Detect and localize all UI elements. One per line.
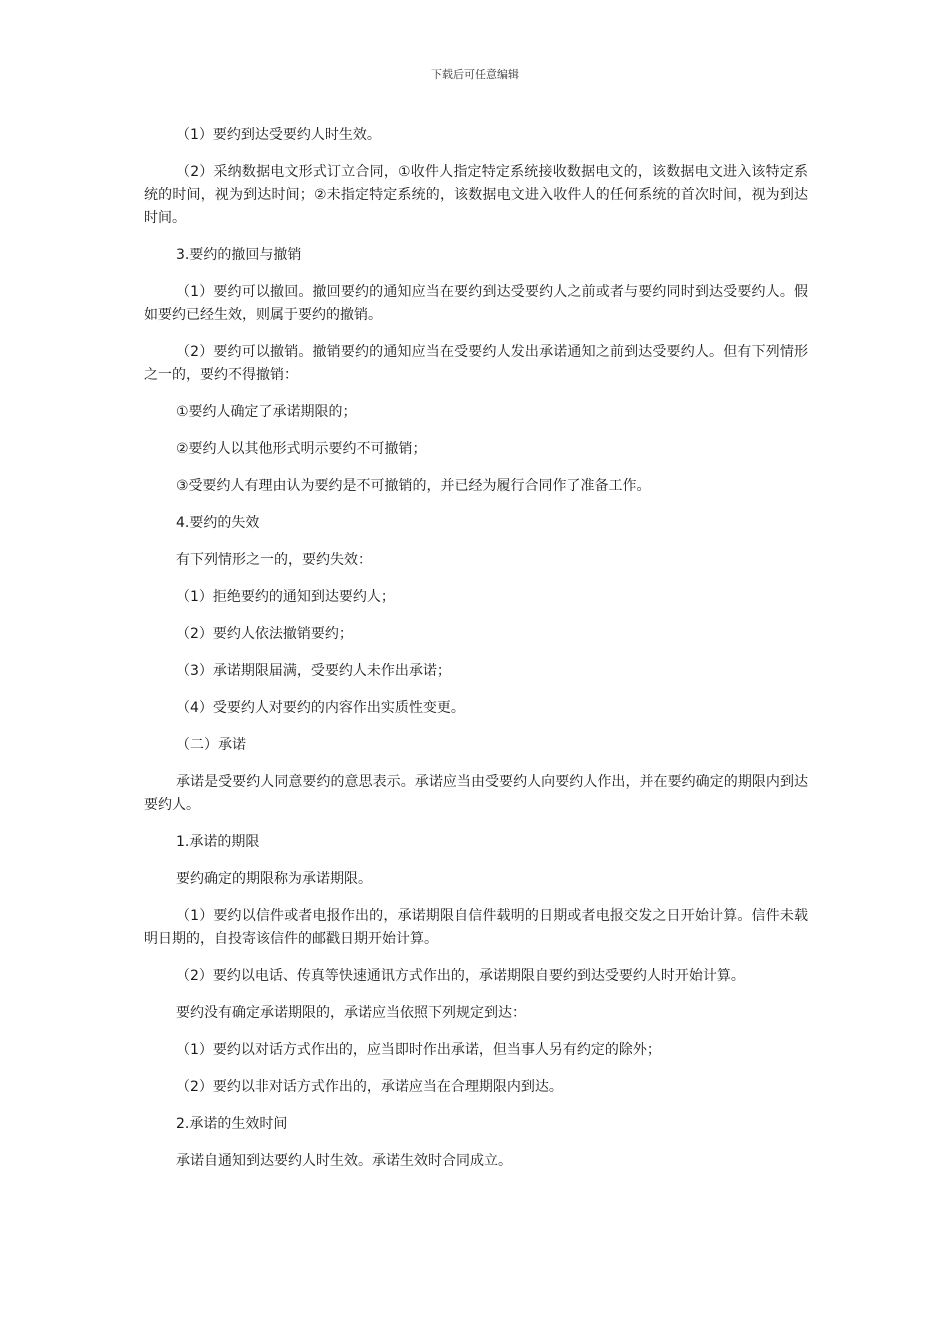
list-item: ①要约人确定了承诺期限的； bbox=[176, 404, 357, 420]
list-item: （1）拒绝要约的通知到达要约人； bbox=[176, 589, 395, 605]
paragraph: 承诺是受要约人同意要约的意思表示。承诺应当由受要约人向要约人作出，并在要约确定的期限内到达要约人。 bbox=[144, 774, 808, 813]
section-heading: 3.要约的撤回与撤销 bbox=[176, 247, 302, 263]
list-item: （4）受要约人对要约的内容作出实质性变更。 bbox=[176, 700, 465, 716]
paragraph: 要约没有确定承诺期限的，承诺应当依照下列规定到达： bbox=[176, 1005, 526, 1021]
paragraph: 承诺自通知到达要约人时生效。承诺生效时合同成立。 bbox=[176, 1153, 512, 1169]
paragraph: 要约确定的期限称为承诺期限。 bbox=[176, 871, 372, 887]
list-item: ③受要约人有理由认为要约是不可撤销的，并已经为履行合同作了准备工作。 bbox=[176, 478, 651, 494]
paragraph: （1）要约以信件或者电报作出的，承诺期限自信件载明的日期或者电报交发之日开始计算。信件未载明日期的，自投寄该信件的邮戳日期开始计算。 bbox=[144, 908, 808, 947]
paragraph: （1）要约到达受要约人时生效。 bbox=[176, 127, 381, 143]
document-body bbox=[144, 124, 808, 1187]
list-item: （2）要约以非对话方式作出的，承诺应当在合理期限内到达。 bbox=[176, 1079, 563, 1095]
paragraph: （2）采纳数据电文形式订立合同，①收件人指定特定系统接收数据电文的，该数据电文进入该特定系统的时间，视为到达时间；②未指定特定系统的，该数据电文进入收件人的任何系统的首次时间，视为到达时间。 bbox=[144, 164, 808, 226]
list-item: （2）要约人依法撤销要约； bbox=[176, 626, 353, 642]
page-header: 下载后可任意编辑 bbox=[431, 68, 519, 81]
list-item: （1）要约以对话方式作出的，应当即时作出承诺，但当事人另有约定的除外； bbox=[176, 1042, 661, 1058]
paragraph: （2）要约可以撤销。撤销要约的通知应当在受要约人发出承诺通知之前到达受要约人。但有下列情形之一的，要约不得撤销： bbox=[144, 344, 808, 383]
section-heading: 1.承诺的期限 bbox=[176, 834, 260, 850]
paragraph: （2）要约以电话、传真等快速通讯方式作出的，承诺期限自要约到达受要约人时开始计算。 bbox=[176, 968, 745, 984]
list-item: （3）承诺期限届满，受要约人未作出承诺； bbox=[176, 663, 451, 679]
section-heading: 2.承诺的生效时间 bbox=[176, 1116, 288, 1132]
section-heading: 4.要约的失效 bbox=[176, 515, 260, 531]
list-item: ②要约人以其他形式明示要约不可撤销； bbox=[176, 441, 427, 457]
section-heading: （二）承诺 bbox=[176, 737, 246, 753]
paragraph: 有下列情形之一的，要约失效： bbox=[176, 552, 372, 568]
paragraph: （1）要约可以撤回。撤回要约的通知应当在要约到达受要约人之前或者与要约同时到达受要约人。假如要约已经生效，则属于要约的撤销。 bbox=[144, 284, 808, 323]
